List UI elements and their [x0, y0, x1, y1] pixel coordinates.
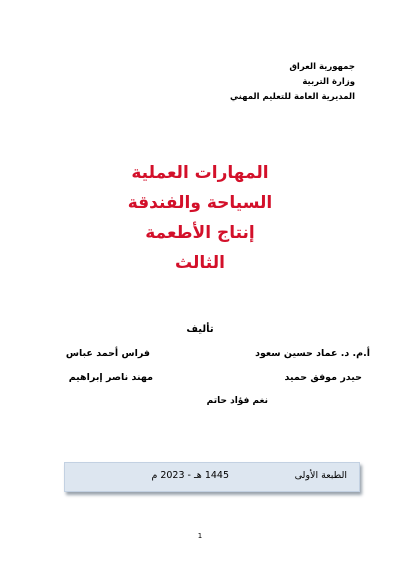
authors-heading: تأليف [186, 324, 214, 335]
title-subject: المهارات العملية [131, 163, 269, 183]
title-grade: الثالث [175, 253, 225, 273]
header-country: جمهورية العراق [289, 62, 355, 72]
header-ministry: وزارة التربية [302, 77, 355, 87]
author-name: أ.م. د. عماد حسين سعود [255, 348, 370, 359]
edition-box [64, 462, 360, 492]
page-number: 1 [197, 532, 203, 540]
edition-date: 1445 هـ - 2023 م [151, 470, 229, 481]
edition-label: الطبعة الأولى [294, 470, 347, 481]
title-branch: إنتاج الأطعمة [145, 223, 255, 243]
author-name: حيدر موفق حميد [284, 372, 362, 383]
title-specialization: السياحة والفندقة [127, 193, 273, 213]
author-name: نغم فؤاد حاتم [206, 396, 268, 406]
author-name: مهند ناصر إبراهيم [68, 372, 153, 383]
author-name: فراس أحمد عباس [65, 348, 150, 359]
header-directorate: المديرية العامة للتعليم المهني [230, 92, 355, 102]
issuing-authority-header [230, 60, 355, 105]
book-title [0, 158, 400, 278]
